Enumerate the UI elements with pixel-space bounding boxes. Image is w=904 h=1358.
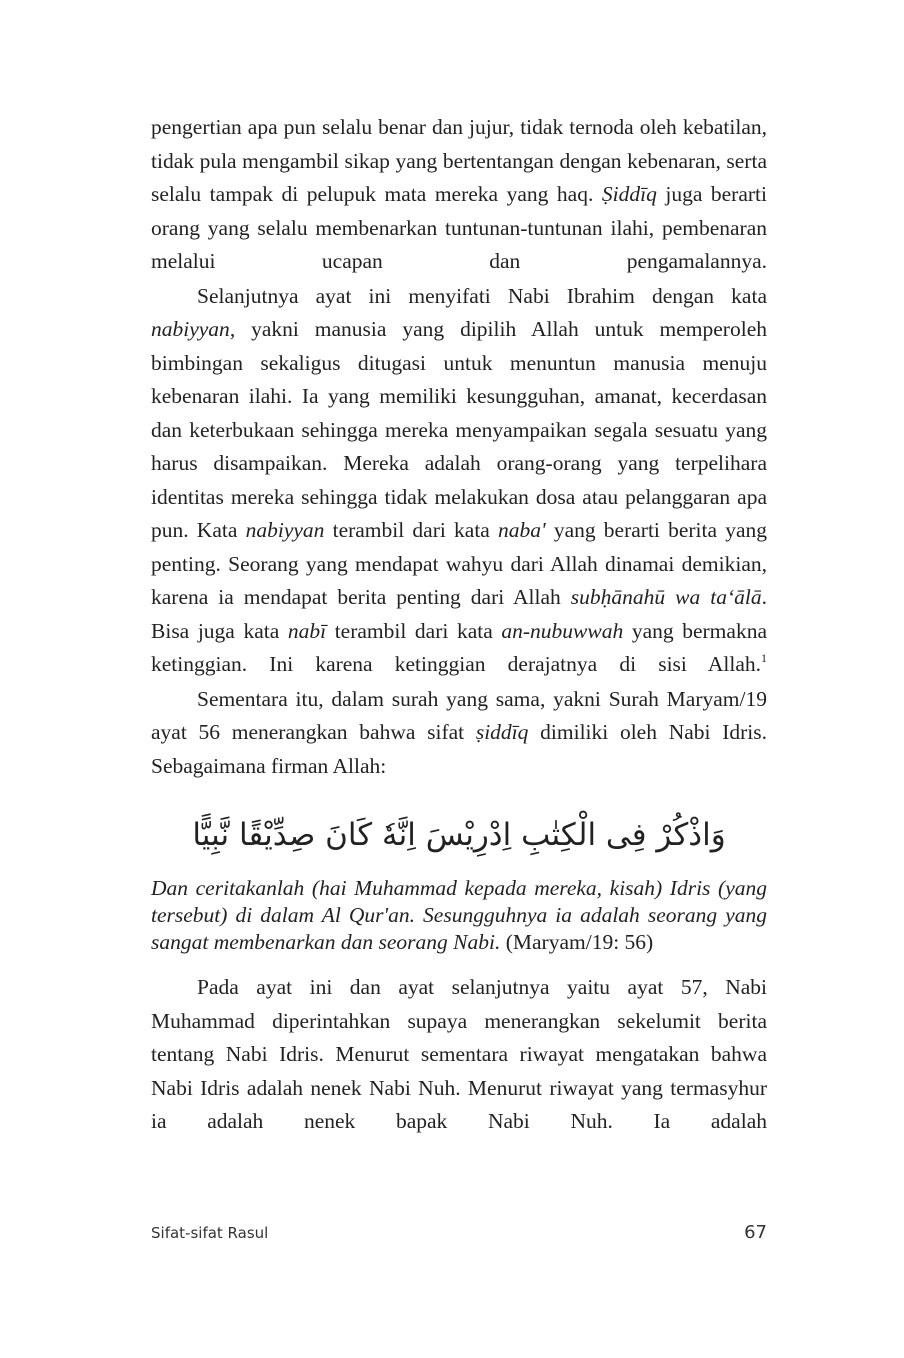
running-title: Sifat-sifat Rasul	[151, 1224, 269, 1242]
page-number: 67	[744, 1222, 767, 1243]
paragraph-2: Selanjutnya ayat ini menyifati Nabi Ibrahim dengan kata nabiyyan, yakni manusia yang dipilih Allah untuk memperoleh bimbingan sekaligus ditugasi untuk menuntun manusia menuju kebenaran ilahi. Ia yang memiliki kesungguhan, amanat, kecerdasan dan keterbukaan sehingga mereka menyampaikan segala sesuatu yang harus disampaikan. Mereka adalah orang-orang yang terpelihara identitas mereka sehingga tidak melakukan dosa atau pelanggaran apa pun. Kata nabiyyan terambil dari kata naba' yang berarti berita yang penting. Seorang yang mendapat wahyu dari Allah dinamai demikian, karena ia mendapat berita penting dari Allah subḥānahū wa ta‘ālā. Bisa juga kata nabī terambil dari kata an-nubuwwah yang bermakna ketinggian. Ini karena ketinggian derajatnya di sisi Allah.$^1$	[151, 283, 768, 676]
page-footer	[151, 1222, 767, 1246]
verse-translation: Dan ceritakanlah (hai Muhammad kepada mereka, kisah) Idris (yang tersebut) di dalam Al Qur'an. Sesungguhnya ia adalah seorang yang sangat membenarkan dan seorang Nabi. (Maryam/19: 56)	[151, 876, 767, 954]
paragraph-4: Pada ayat ini dan ayat selanjutnya yaitu ayat 57, Nabi Muhammad diperintahkan supaya menerangkan sekelumit berita tentang Nabi Idris. Menurut sementara riwayat mengatakan bahwa Nabi Idris adalah nenek Nabi Nuh. Menurut riwayat yang termasyhur ia adalah nenek bapak Nabi Nuh. Ia adalah	[151, 975, 767, 1133]
paragraph-3: Sementara itu, dalam surah yang sama, yakni Surah Maryam/19 ayat 56 menerangkan bahwa sifat ṣiddīq dimiliki oleh Nabi Idris. Sebagaimana firman Allah:	[151, 686, 767, 778]
arabic-verse: وَاذْكُرْ فِى الْكِتٰبِ اِدْرِيْسَ اِنَّهٗ كَانَ صِدِّيْقًا نَّبِيًّا	[192, 817, 726, 853]
page-body	[151, 111, 767, 1139]
paragraph-1: pengertian apa pun selalu benar dan jujur, tidak ternoda oleh kebatilan, tidak pula mengambil sikap yang bertentangan dengan kebenaran, serta selalu tampak di pelupuk mata mereka yang haq. Ṣiddīq juga berarti orang yang selalu membenarkan tuntunan-tuntunan ilahi, pembenaran melalui ucapan dan pengamalannya.	[151, 115, 767, 273]
